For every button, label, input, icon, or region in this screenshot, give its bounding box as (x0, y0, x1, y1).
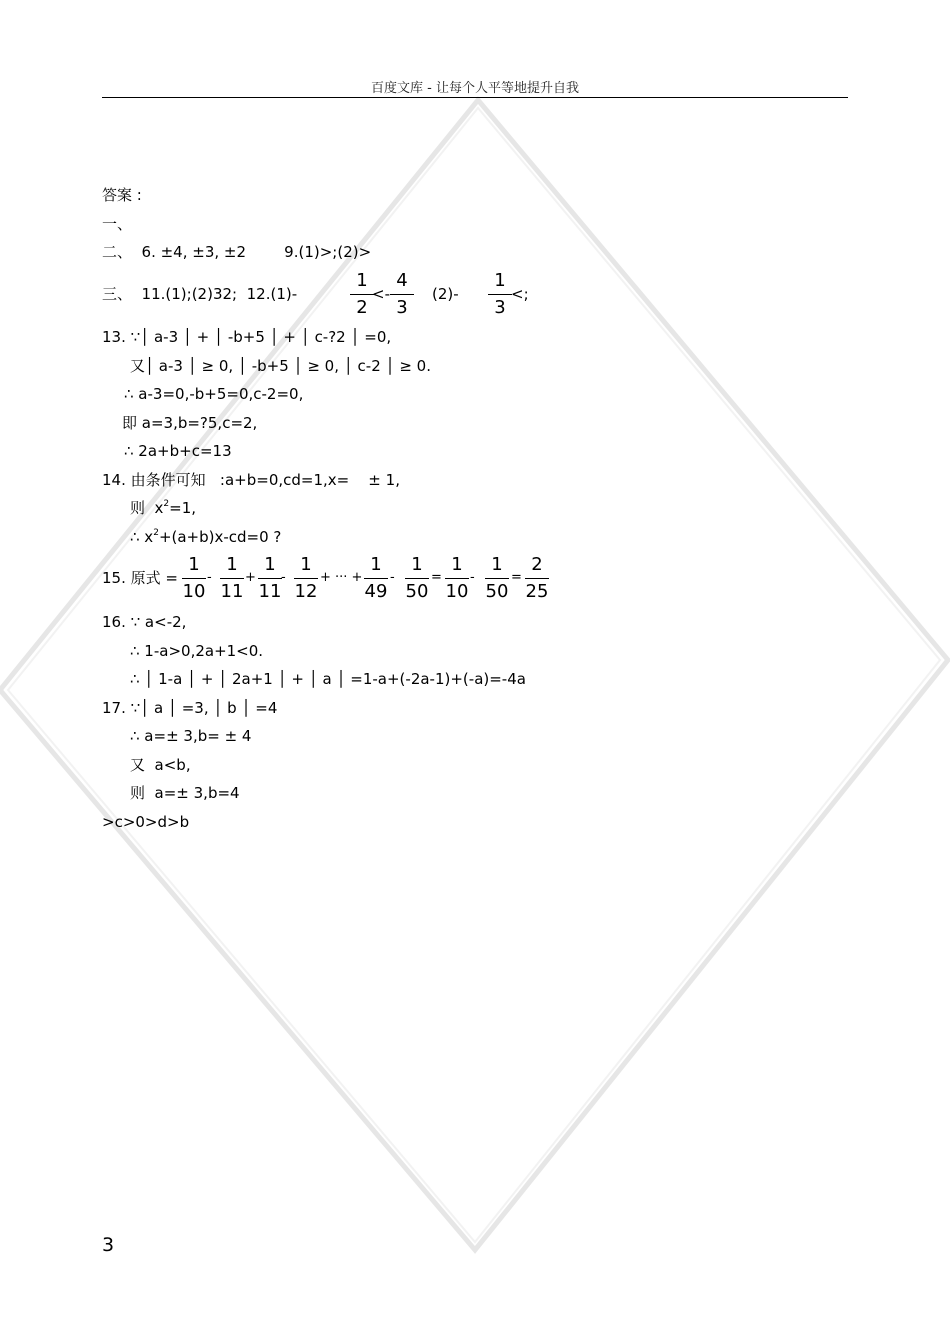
denominator: 3 (396, 297, 408, 318)
fraction (483, 555, 511, 602)
denominator: 10 (182, 581, 206, 602)
fraction (403, 555, 431, 602)
numerator: 1 (188, 554, 200, 575)
part-1: 一、 (102, 215, 133, 233)
q17-line-4: 则 a=± 3,b=4 (130, 784, 240, 802)
q14-line-2 (130, 499, 196, 520)
fraction (486, 271, 514, 318)
page-header: 百度文库 - 让每个人平等地提升自我 (371, 81, 579, 96)
operator: = (511, 570, 522, 585)
q13-line-3: ∴ a-3=0,-b+5=0,c-2=0, (124, 385, 304, 403)
denominator: 25 (525, 581, 549, 602)
superscript: 2 (163, 499, 170, 509)
header-divider (102, 97, 848, 98)
page-number: 3 (102, 1234, 115, 1256)
part-2: 二、 6. ±4, ±3, ±2 9.(1)>;(2)> (102, 243, 372, 261)
numerator: 1 (370, 554, 382, 575)
fraction (362, 555, 390, 602)
fraction (218, 555, 246, 602)
numerator: 1 (491, 554, 503, 575)
denominator: 11 (220, 581, 244, 602)
q13-line-5: ∴ 2a+b+c=13 (124, 442, 232, 460)
fraction (256, 555, 284, 602)
numerator: 2 (531, 554, 543, 575)
part-3-p2: (2)- (432, 285, 459, 303)
operator: - (390, 570, 395, 585)
fraction (523, 555, 551, 602)
numerator: 1 (494, 270, 506, 291)
operator: - (207, 570, 212, 585)
q13-line-2: 又│ a-3 │ ≥ 0, │ -b+5 │ ≥ 0, │ c-2 │ ≥ 0. (130, 357, 431, 375)
numerator: 1 (411, 554, 423, 575)
q16-line-1: 16. ∵ a<-2, (102, 613, 187, 631)
numerator: 1 (226, 554, 238, 575)
numerator: 1 (300, 554, 312, 575)
answers-heading: 答案 : (102, 186, 142, 204)
denominator: 50 (405, 581, 429, 602)
q17-line-2: ∴ a=± 3,b= ± 4 (130, 727, 252, 745)
q16-line-3: ∴ │ 1-a │ + │ 2a+1 │ + │ a │ =1-a+(-2a-1)+(-a)=-4a (130, 670, 526, 688)
q18-answer: >c>0>d>b (102, 813, 190, 831)
q14-line-2-pre: 则 x (130, 499, 164, 517)
q17-line-3: 又 a<b, (130, 756, 191, 774)
operator: - (470, 570, 475, 585)
denominator: 50 (485, 581, 509, 602)
q13-line-1: 13. ∵│ a-3 │ + │ -b+5 │ + │ c-?2 │ =0, (102, 328, 392, 346)
denominator: 3 (494, 297, 506, 318)
q14-line-3-pre: ∴ x (130, 528, 154, 546)
fraction (180, 555, 208, 602)
denominator: 11 (258, 581, 282, 602)
numerator: 1 (451, 554, 463, 575)
q17-line-1: 17. ∵│ a │ =3, │ b │ =4 (102, 699, 278, 717)
denominator: 12 (294, 581, 318, 602)
q14-line-2-post: =1, (169, 499, 197, 517)
numerator: 1 (264, 554, 276, 575)
part-3-mid: <- (372, 285, 390, 303)
denominator: 10 (445, 581, 469, 602)
q14-line-3 (130, 528, 281, 549)
q13-line-4: 即 a=3,b=?5,c=2, (122, 414, 258, 432)
numerator: 4 (396, 270, 408, 291)
part-3-end: <; (511, 285, 529, 303)
fraction (292, 555, 320, 602)
q14-line-1: 14. 由条件可知 :a+b=0,cd=1,x= ± 1, (102, 471, 400, 489)
fraction (443, 555, 471, 602)
q15-label: 15. 原式 = (102, 569, 178, 587)
denominator: 49 (364, 581, 388, 602)
q16-line-2: ∴ 1-a>0,2a+1<0. (130, 642, 264, 660)
operator: + ··· + (320, 570, 363, 585)
numerator: 1 (356, 270, 368, 291)
q14-line-3-post: +(a+b)x-cd=0 ? (158, 528, 282, 546)
operator: - (281, 570, 286, 585)
operator: = (431, 570, 442, 585)
superscript: 2 (153, 528, 159, 538)
fraction (388, 271, 416, 318)
operator: + (245, 570, 256, 585)
denominator: 2 (356, 297, 368, 318)
part-3-prefix: 三、 11.(1);(2)32; 12.(1)- (102, 285, 298, 303)
